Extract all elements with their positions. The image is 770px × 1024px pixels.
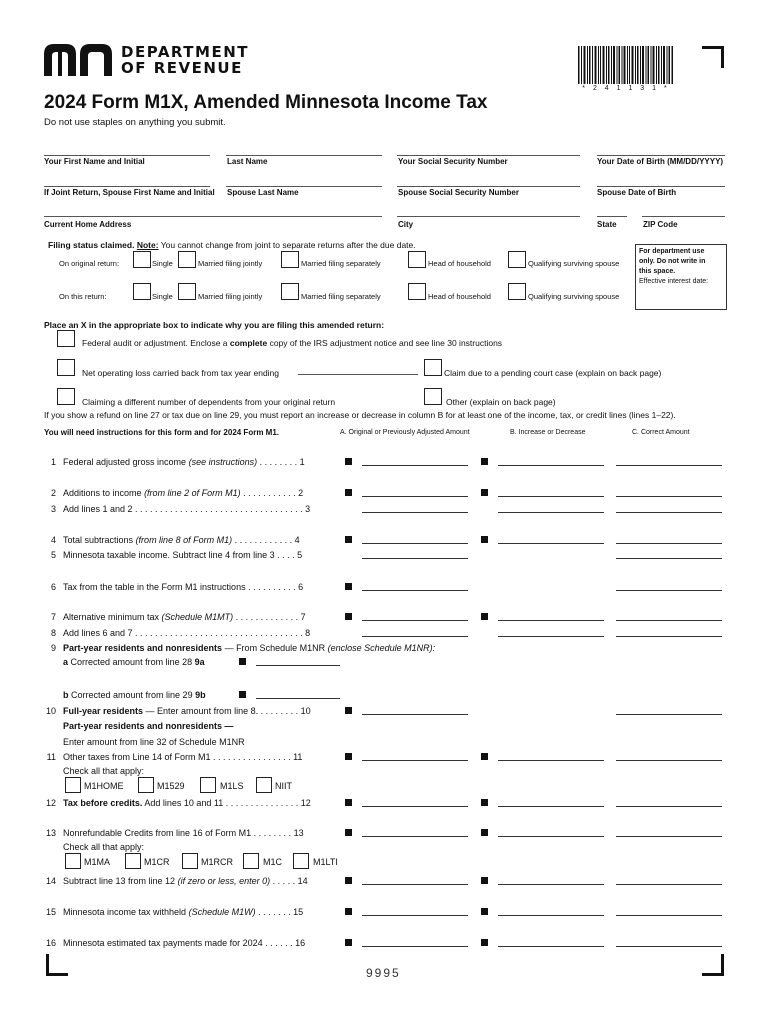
line-10-col-a[interactable]: [362, 714, 468, 715]
line-5-col-a[interactable]: [362, 558, 468, 559]
spouse-last-name-field[interactable]: Spouse Last Name: [227, 188, 299, 197]
reason-other-checkbox[interactable]: [424, 388, 442, 405]
barcode-icon: [578, 46, 674, 84]
line-2-number: 2: [50, 488, 56, 498]
orig-hoh-checkbox[interactable]: [408, 251, 426, 268]
line-6-number: 6: [50, 582, 56, 592]
line-16-col-c[interactable]: [616, 946, 722, 947]
orig-single-label: Single: [152, 259, 173, 268]
m1ma-checkbox[interactable]: [65, 853, 81, 869]
m1rcr-label: M1RCR: [201, 857, 234, 867]
line-8-number: 8: [50, 628, 56, 638]
line-11-col-b[interactable]: [498, 760, 604, 761]
m1lti-label: M1LTI: [313, 857, 338, 867]
line-7-col-c[interactable]: [616, 620, 722, 621]
line-10-sub1: Part-year residents and nonresidents —: [63, 721, 234, 731]
m1c-checkbox[interactable]: [243, 853, 259, 869]
line-15-label: Minnesota income tax withheld (Schedule M1W) . . . . . . . 15: [63, 907, 304, 917]
line-7-label: Alternative minimum tax (Schedule M1MT) . . . . . . . . . . . . . 7: [63, 612, 306, 622]
corner-mark-bottom-right: [702, 954, 724, 976]
line-14-label: Subtract line 13 from line 12 (if zero or less, enter 0) . . . . . 14: [63, 876, 308, 886]
zip-field[interactable]: ZIP Code: [643, 220, 678, 229]
line-1-col-b[interactable]: [498, 465, 604, 466]
line-11-label: Other taxes from Line 14 of Form M1 . . . . . . . . . . . . . . . . 11: [63, 752, 303, 762]
line-10-label: Full-year residents — Enter amount from line 8. . . . . . . . . 10: [63, 706, 311, 716]
line-10-sub2: Enter amount from line 32 of Schedule M1NR: [63, 737, 245, 747]
line-3-col-b[interactable]: [498, 512, 604, 513]
line-1-number: 1: [50, 457, 56, 467]
line-5-col-c[interactable]: [616, 558, 722, 559]
corner-mark-bottom-left: [46, 954, 68, 976]
m1lti-checkbox[interactable]: [293, 853, 309, 869]
reason-dependents-label: Claiming a different number of dependents from your original return: [82, 397, 336, 407]
last-name-field[interactable]: Last Name: [227, 157, 268, 166]
line-3-col-a[interactable]: [362, 512, 468, 513]
line-2-col-a[interactable]: [362, 496, 468, 497]
line-5-number: 5: [50, 550, 56, 560]
reason-other-label: Other (explain on back page): [446, 397, 556, 407]
reason-dependents-checkbox[interactable]: [57, 388, 75, 405]
address-field[interactable]: Current Home Address: [44, 220, 132, 229]
spouse-ssn-field[interactable]: Spouse Social Security Number: [398, 188, 519, 197]
line-13-col-b[interactable]: [498, 836, 604, 837]
barcode-text: * 2 4 1 1 3 1 *: [582, 85, 670, 92]
this-hoh-label: Head of household: [428, 292, 491, 301]
line-4-number: 4: [50, 535, 56, 545]
line-6-label: Tax from the table in the Form M1 instructions . . . . . . . . . . 6: [63, 582, 304, 592]
form-title: 2024 Form M1X, Amended Minnesota Income Tax: [44, 92, 488, 113]
line-12-col-b[interactable]: [498, 806, 604, 807]
line-6-col-c[interactable]: [616, 590, 722, 591]
line-4-col-c[interactable]: [616, 543, 722, 544]
line-14-col-c[interactable]: [616, 884, 722, 885]
line-14-number: 14: [45, 876, 56, 886]
spouse-dob-field[interactable]: Spouse Date of Birth: [597, 188, 677, 197]
m1cr-label: M1CR: [144, 857, 170, 867]
reason-court-case-checkbox[interactable]: [424, 359, 442, 376]
this-hoh-checkbox[interactable]: [408, 283, 426, 300]
line-15-col-a[interactable]: [362, 915, 468, 916]
line-1-label: Federal adjusted gross income (see instructions) . . . . . . . . 1: [63, 457, 305, 467]
line-4-col-b[interactable]: [498, 543, 604, 544]
m1529-label: M1529: [157, 781, 185, 791]
line-12-label: Tax before credits. Add lines 10 and 11 . . . . . . . . . . . . . . . 12: [63, 798, 311, 808]
line-2-col-b[interactable]: [498, 496, 604, 497]
column-b-heading: B. Increase or Decrease: [510, 429, 586, 436]
orig-qss-checkbox[interactable]: [508, 251, 526, 268]
this-mfs-checkbox[interactable]: [281, 283, 299, 300]
line-7-col-b[interactable]: [498, 620, 604, 621]
m1home-checkbox[interactable]: [65, 777, 81, 793]
line-16-col-b[interactable]: [498, 946, 604, 947]
this-single-checkbox[interactable]: [133, 283, 151, 300]
orig-mfs-label: Married filing separately: [301, 259, 381, 268]
this-qss-label: Qualifying surviving spouse: [528, 292, 620, 301]
reasons-heading: Place an X in the appropriate box to indicate why you are filing this amended return:: [44, 320, 385, 330]
line-4-label: Total subtractions (from line 8 of Form M1) . . . . . . . . . . . . 4: [63, 535, 300, 545]
reason-federal-audit-label: Federal audit or adjustment. Enclose a complete copy of the IRS adjustment notice and see line 30 instructions: [82, 338, 503, 348]
m1rcr-checkbox[interactable]: [182, 853, 198, 869]
column-a-heading: A. Original or Previously Adjusted Amount: [340, 429, 470, 436]
line-4-col-a[interactable]: [362, 543, 468, 544]
line-15-col-c[interactable]: [616, 915, 722, 916]
niit-label: NIIT: [275, 781, 292, 791]
niit-checkbox[interactable]: [256, 777, 272, 793]
line-11-check-label: Check all that apply:: [63, 766, 145, 776]
line-3-number: 3: [50, 504, 56, 514]
m1home-label: M1HOME: [84, 781, 124, 791]
line-11-number: 11: [46, 752, 56, 762]
this-single-label: Single: [152, 292, 173, 301]
line-16-col-a[interactable]: [362, 946, 468, 947]
form-code: 9995: [366, 966, 401, 980]
m1c-label: M1C: [263, 857, 283, 867]
original-return-label: On original return:: [59, 259, 120, 268]
m1529-checkbox[interactable]: [138, 777, 154, 793]
filing-status-heading: Filing status claimed. Note: You cannot change from joint to separate returns after the due date.: [48, 240, 416, 250]
line-8-col-b[interactable]: [498, 636, 604, 637]
nol-year-field[interactable]: [298, 374, 418, 375]
orig-mfj-checkbox[interactable]: [178, 251, 196, 268]
line-14-col-a[interactable]: [362, 884, 468, 885]
orig-mfs-checkbox[interactable]: [281, 251, 299, 268]
line-9-number: 9: [50, 643, 56, 653]
line-15-number: 15: [45, 907, 56, 917]
line-10-number: 10: [45, 706, 56, 716]
line-10-col-c[interactable]: [616, 714, 722, 715]
line-7-number: 7: [50, 612, 56, 622]
line-9-label: Part-year residents and nonresidents — From Schedule M1NR (enclose Schedule M1NR):: [63, 643, 436, 653]
reason-federal-audit-checkbox[interactable]: [57, 330, 75, 347]
reason-nol-checkbox[interactable]: [57, 359, 75, 376]
city-field[interactable]: City: [398, 220, 414, 229]
this-mfs-label: Married filing separately: [301, 292, 381, 301]
line-11-col-a[interactable]: [362, 760, 468, 761]
line-1-col-a[interactable]: [362, 465, 468, 466]
line-15-col-b[interactable]: [498, 915, 604, 916]
line-12-col-a[interactable]: [362, 806, 468, 807]
m1ls-checkbox[interactable]: [200, 777, 216, 793]
first-name-field[interactable]: Your First Name and Initial: [44, 157, 145, 166]
reason-nol-label: Net operating loss carried back from tax year ending: [82, 368, 280, 378]
instructions-note: You will need instructions for this form and for 2024 Form M1.: [44, 428, 279, 437]
line-3-label: Add lines 1 and 2 . . . . . . . . . . . . . . . . . . . . . . . . . . . . . . . . . . 3: [63, 504, 311, 514]
line-5-label: Minnesota taxable income. Subtract line 4 from line 3 . . . . 5: [63, 550, 303, 560]
line-13-number: 13: [45, 828, 56, 838]
state-field[interactable]: State: [597, 220, 617, 229]
line-8-col-c[interactable]: [616, 636, 722, 637]
line-9a-label: a Corrected amount from line 28 9a: [63, 657, 205, 667]
dob-field[interactable]: Your Date of Birth (MM/DD/YYYY): [597, 157, 724, 166]
line-2-label: Additions to income (from line 2 of Form M1) . . . . . . . . . . . 2: [63, 488, 304, 498]
line-7-col-a[interactable]: [362, 620, 468, 621]
line-16-number: 16: [45, 938, 56, 948]
line-9b-field[interactable]: [256, 698, 340, 699]
line-3-col-c[interactable]: [616, 512, 722, 513]
line-9a-field[interactable]: [256, 665, 340, 666]
line-8-label: Add lines 6 and 7 . . . . . . . . . . . . . . . . . . . . . . . . . . . . . . . . . . 8: [63, 628, 311, 638]
spouse-first-name-field[interactable]: If Joint Return, Spouse First Name and Initial: [44, 188, 215, 197]
line-12-number: 12: [45, 798, 56, 808]
this-qss-checkbox[interactable]: [508, 283, 526, 300]
line-14-col-b[interactable]: [498, 884, 604, 885]
m1ma-label: M1MA: [84, 857, 111, 867]
line-13-col-c[interactable]: [616, 836, 722, 837]
orig-mfj-label: Married filing jointly: [198, 259, 263, 268]
form-subtitle: Do not use staples on anything you submit.: [44, 117, 226, 128]
m1cr-checkbox[interactable]: [125, 853, 141, 869]
line-2-col-c[interactable]: [616, 496, 722, 497]
reason-court-case-label: Claim due to a pending court case (explain on back page): [444, 368, 662, 378]
column-c-heading: C. Correct Amount: [632, 429, 690, 436]
orig-hoh-label: Head of household: [428, 259, 491, 268]
line-12-col-c[interactable]: [616, 806, 722, 807]
m1ls-label: M1LS: [220, 781, 244, 791]
orig-single-checkbox[interactable]: [133, 251, 151, 268]
line-11-col-c[interactable]: [616, 760, 722, 761]
this-return-label: On this return:: [59, 292, 107, 301]
line-1-col-c[interactable]: [616, 465, 722, 466]
ssn-field[interactable]: Your Social Security Number: [398, 157, 508, 166]
orig-qss-label: Qualifying surviving spouse: [528, 259, 620, 268]
line-6-col-a[interactable]: [362, 590, 468, 591]
line-9b-label: b Corrected amount from line 29 9b: [63, 690, 206, 700]
mn-logo-icon: [44, 44, 114, 76]
corner-mark-top-right: [702, 46, 724, 68]
line-8-col-a[interactable]: [362, 636, 468, 637]
this-mfj-label: Married filing jointly: [198, 292, 263, 301]
line-13-label: Nonrefundable Credits from line 16 of Form M1 . . . . . . . . 13: [63, 828, 304, 838]
this-mfj-checkbox[interactable]: [178, 283, 196, 300]
department-use-box: For department use only. Do not write in this space. Effective interest date:: [635, 244, 727, 310]
line-13-check-label: Check all that apply:: [63, 842, 145, 852]
line-16-label: Minnesota estimated tax payments made for 2024 . . . . . . 16: [63, 938, 306, 948]
department-name: DEPARTMENT OF REVENUE: [121, 43, 249, 77]
line-13-col-a[interactable]: [362, 836, 468, 837]
refund-note: If you show a refund on line 27 or tax due on line 29, you must report an increase or decrease in column B for at least one of the income, tax, or credit lines (lines 1–22).: [44, 410, 676, 420]
